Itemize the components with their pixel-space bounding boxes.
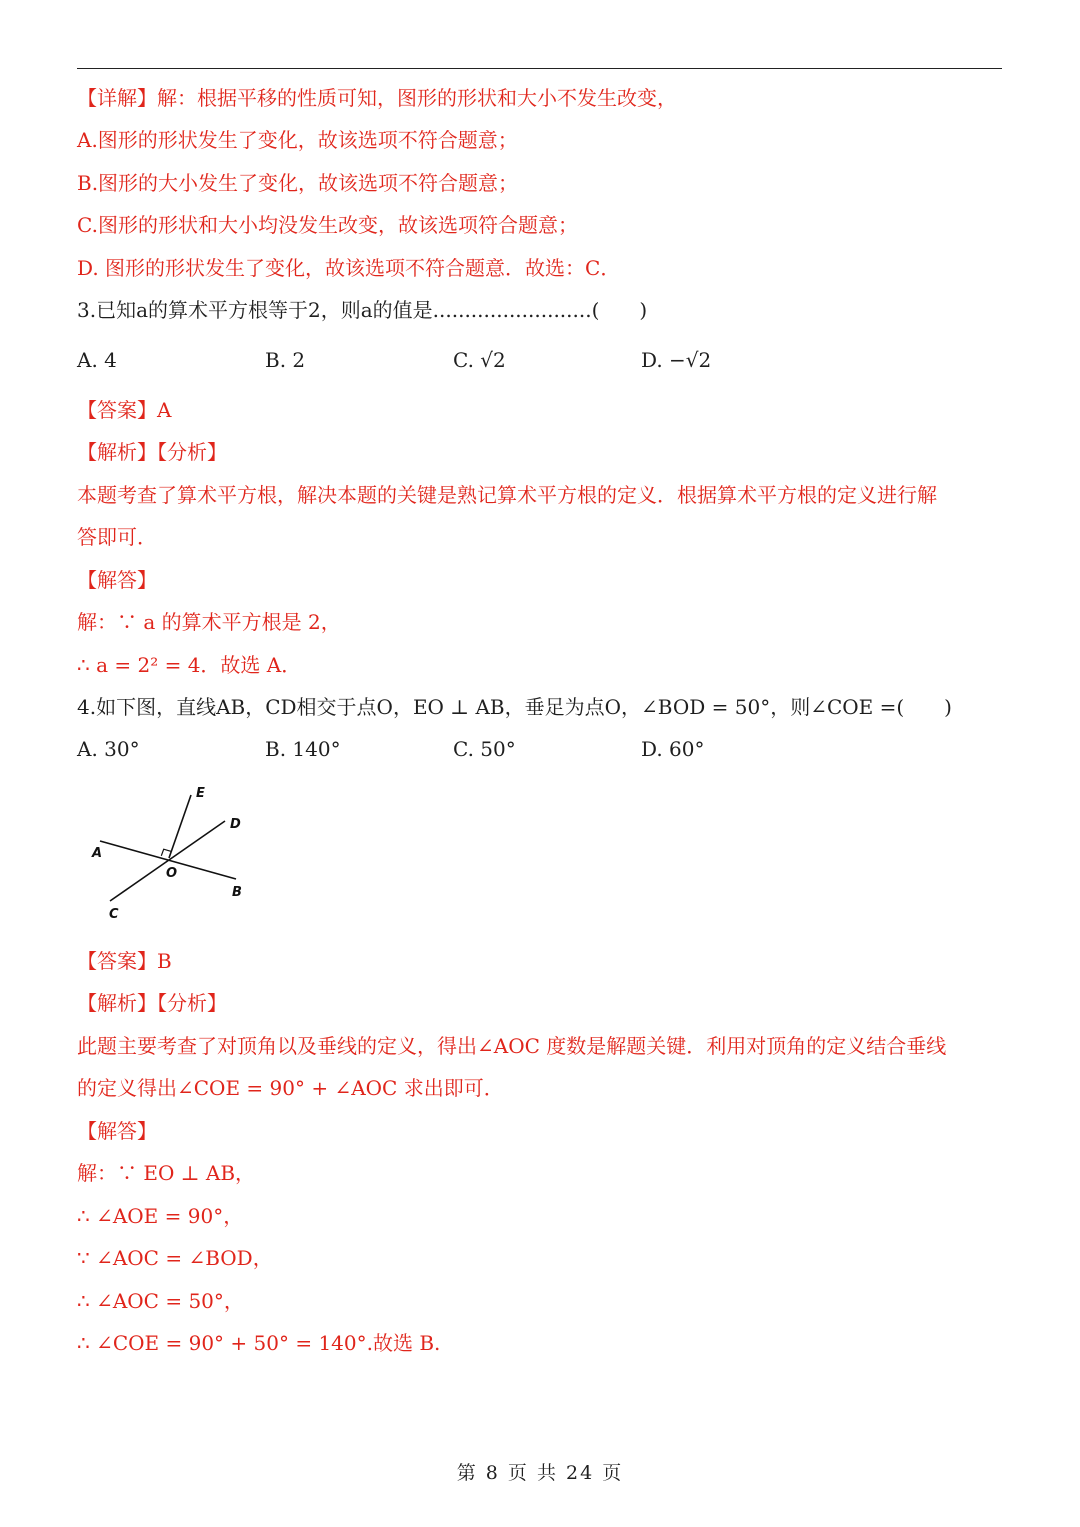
q3-analysis-line-1: 本题考查了算术平方根，解决本题的关键是熟记算术平方根的定义．根据算术平方根的定义进行解 xyxy=(77,483,937,507)
q3-solution-heading: 【解答】 xyxy=(77,568,157,592)
explanation-line-1: 【详解】解：根据平移的性质可知，图形的形状和大小不发生改变， xyxy=(77,86,677,110)
label-c: C xyxy=(109,907,119,922)
q4-solution-line-3: ∵ ∠AOC = ∠BOD， xyxy=(77,1246,273,1270)
page-footer: 第 8 页 共 24 页 xyxy=(456,1462,624,1484)
q3-answer: 【答案】A xyxy=(77,398,172,422)
question-3: 3.已知a的算术平方根等于2，则a的值是.........................( ) xyxy=(77,298,648,322)
explanation-line-2: A.图形的形状发生了变化，故该选项不符合题意； xyxy=(77,128,518,152)
q3-option-c: C. √2 xyxy=(453,348,506,372)
explanation-line-5: D. 图形的形状发生了变化，故该选项不符合题意．故选：C． xyxy=(77,256,621,280)
line-cd xyxy=(110,821,225,901)
q3-solution-line-1: 解：∵ a 的算术平方根是 2， xyxy=(77,610,341,634)
q3-analysis-line-2: 答即可． xyxy=(77,525,157,549)
q4-solution-line-4: ∴ ∠AOC = 50°， xyxy=(77,1289,244,1313)
explanation-line-4: C.图形的形状和大小均没发生改变，故该选项符合题意； xyxy=(77,213,578,237)
q3-option-b: B. 2 xyxy=(265,348,306,372)
label-b: B xyxy=(232,885,242,900)
q3-analysis-heading: 【解析】【分析】 xyxy=(77,440,227,464)
q4-answer: 【答案】B xyxy=(77,949,172,973)
q4-analysis-line-1: 此题主要考查了对顶角以及垂线的定义，得出∠AOC 度数是解题关键．利用对顶角的定义结合垂线 xyxy=(77,1034,947,1058)
q3-option-a: A. 4 xyxy=(77,348,117,372)
question-4: 4.如下图，直线AB，CD相交于点O，EO ⊥ AB，垂足为点O，∠BOD = 50°，则∠COE =( ) xyxy=(77,695,952,719)
q4-option-c: C. 50° xyxy=(453,737,516,761)
q4-solution-line-5: ∴ ∠COE = 90° + 50° = 140°.故选 B. xyxy=(77,1331,441,1355)
label-o: O xyxy=(166,866,178,881)
label-e: E xyxy=(196,786,205,801)
header-rule xyxy=(77,68,1002,69)
intersecting-lines-diagram xyxy=(80,775,260,925)
line-oe xyxy=(169,795,191,858)
label-a: A xyxy=(92,846,103,861)
q4-analysis-heading: 【解析】【分析】 xyxy=(77,991,227,1015)
q4-solution-line-1: 解：∵ EO ⊥ AB， xyxy=(77,1161,256,1185)
explanation-line-3: B.图形的大小发生了变化，故该选项不符合题意； xyxy=(77,171,519,195)
q3-option-d: D. −√2 xyxy=(641,348,712,372)
q4-solution-line-2: ∴ ∠AOE = 90°， xyxy=(77,1204,244,1228)
q4-option-a: A. 30° xyxy=(77,737,140,761)
q4-solution-heading: 【解答】 xyxy=(77,1119,157,1143)
q3-solution-line-2: ∴ a = 2² = 4．故选 A． xyxy=(77,653,302,677)
q4-analysis-line-2: 的定义得出∠COE = 90° + ∠AOC 求出即可． xyxy=(77,1076,504,1100)
label-d: D xyxy=(230,817,241,832)
q4-option-b: B. 140° xyxy=(265,737,341,761)
q4-option-d: D. 60° xyxy=(641,737,705,761)
